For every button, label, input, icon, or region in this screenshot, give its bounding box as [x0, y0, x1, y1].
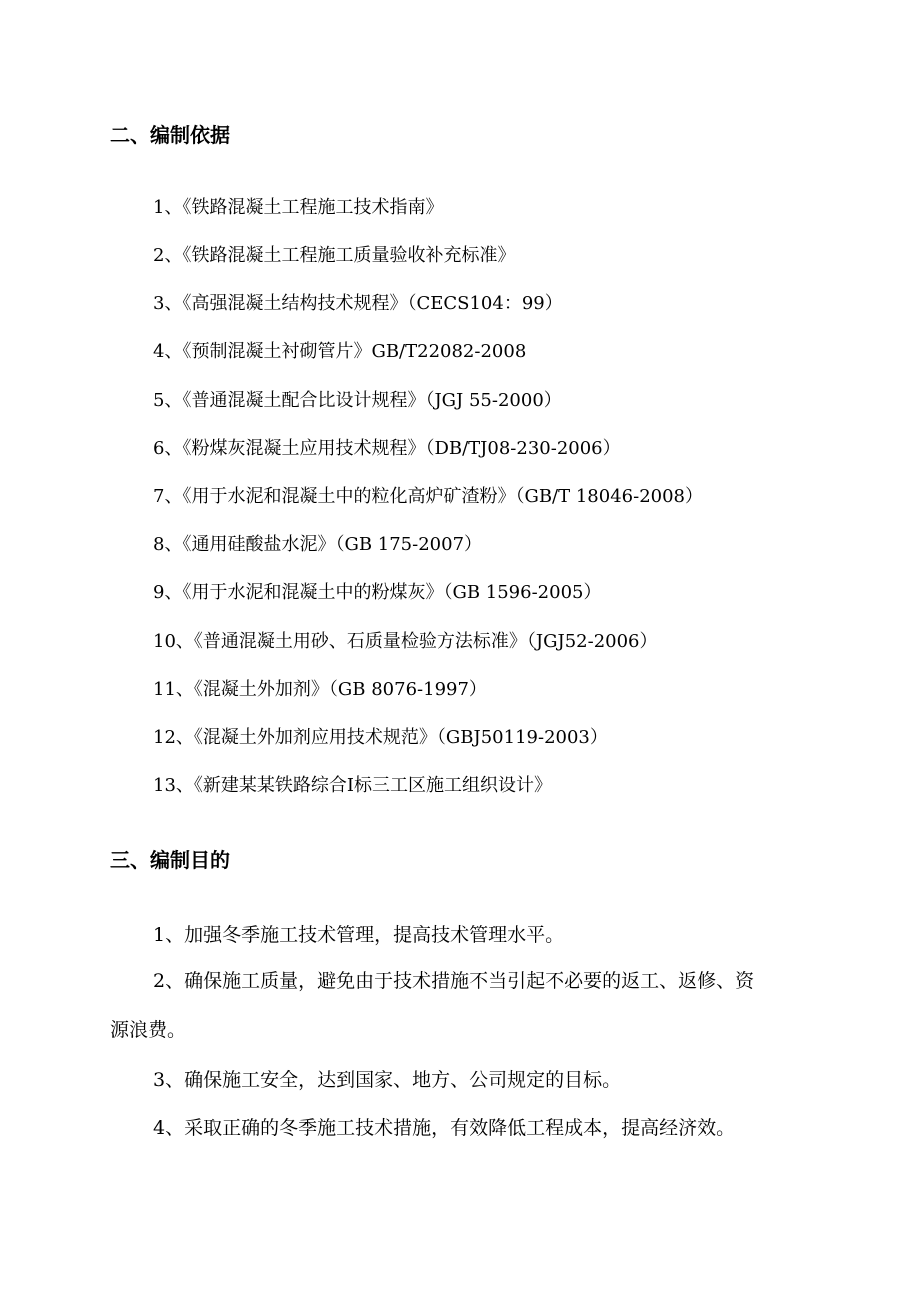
list-item: 4、《预制混凝土衬砌管片》GB/T22082-2008	[153, 341, 527, 362]
list-item: 8、《通用硅酸盐水泥》（GB 175-2007）	[153, 534, 483, 555]
list-item: 1、《铁路混凝土工程施工技术指南》	[153, 197, 444, 218]
section-heading-basis: 二、编制依据	[110, 123, 230, 147]
paragraph: 1、加强冬季施工技术管理，提高技术管理水平。	[153, 924, 565, 946]
paragraph: 2、确保施工质量，避免由于技术措施不当引起不必要的返工、返修、资	[153, 970, 755, 992]
list-item: 3、《高强混凝土结构技术规程》（CECS104：99）	[153, 293, 563, 314]
list-item: 10、《普通混凝土用砂、石质量检验方法标准》（JGJ52-2006）	[153, 631, 658, 652]
list-item: 2、《铁路混凝土工程施工质量验收补充标准》	[153, 245, 516, 266]
list-item: 12、《混凝土外加剂应用技术规范》（GBJ50119-2003）	[153, 727, 608, 748]
list-item: 5、《普通混凝土配合比设计规程》（JGJ 55-2000）	[153, 390, 562, 411]
section-heading-purpose: 三、编制目的	[110, 848, 230, 872]
list-item: 11、《混凝土外加剂》（GB 8076-1997）	[153, 679, 487, 700]
list-item: 6、《粉煤灰混凝土应用技术规程》（DB/TJ08-230-2006）	[153, 438, 621, 459]
paragraph: 4、采取正确的冬季施工技术措施，有效降低工程成本，提高经济效。	[153, 1117, 736, 1139]
paragraph-continuation: 源浪费。	[110, 1019, 187, 1041]
list-item: 9、《用于水泥和混凝土中的粉煤灰》（GB 1596-2005）	[153, 582, 602, 603]
paragraph: 3、确保施工安全，达到国家、地方、公司规定的目标。	[153, 1069, 622, 1091]
list-item: 13、《新建某某铁路综合Ⅰ标三工区施工组织设计》	[153, 775, 553, 796]
list-item: 7、《用于水泥和混凝土中的粒化高炉矿渣粉》（GB/T 18046-2008）	[153, 486, 703, 507]
